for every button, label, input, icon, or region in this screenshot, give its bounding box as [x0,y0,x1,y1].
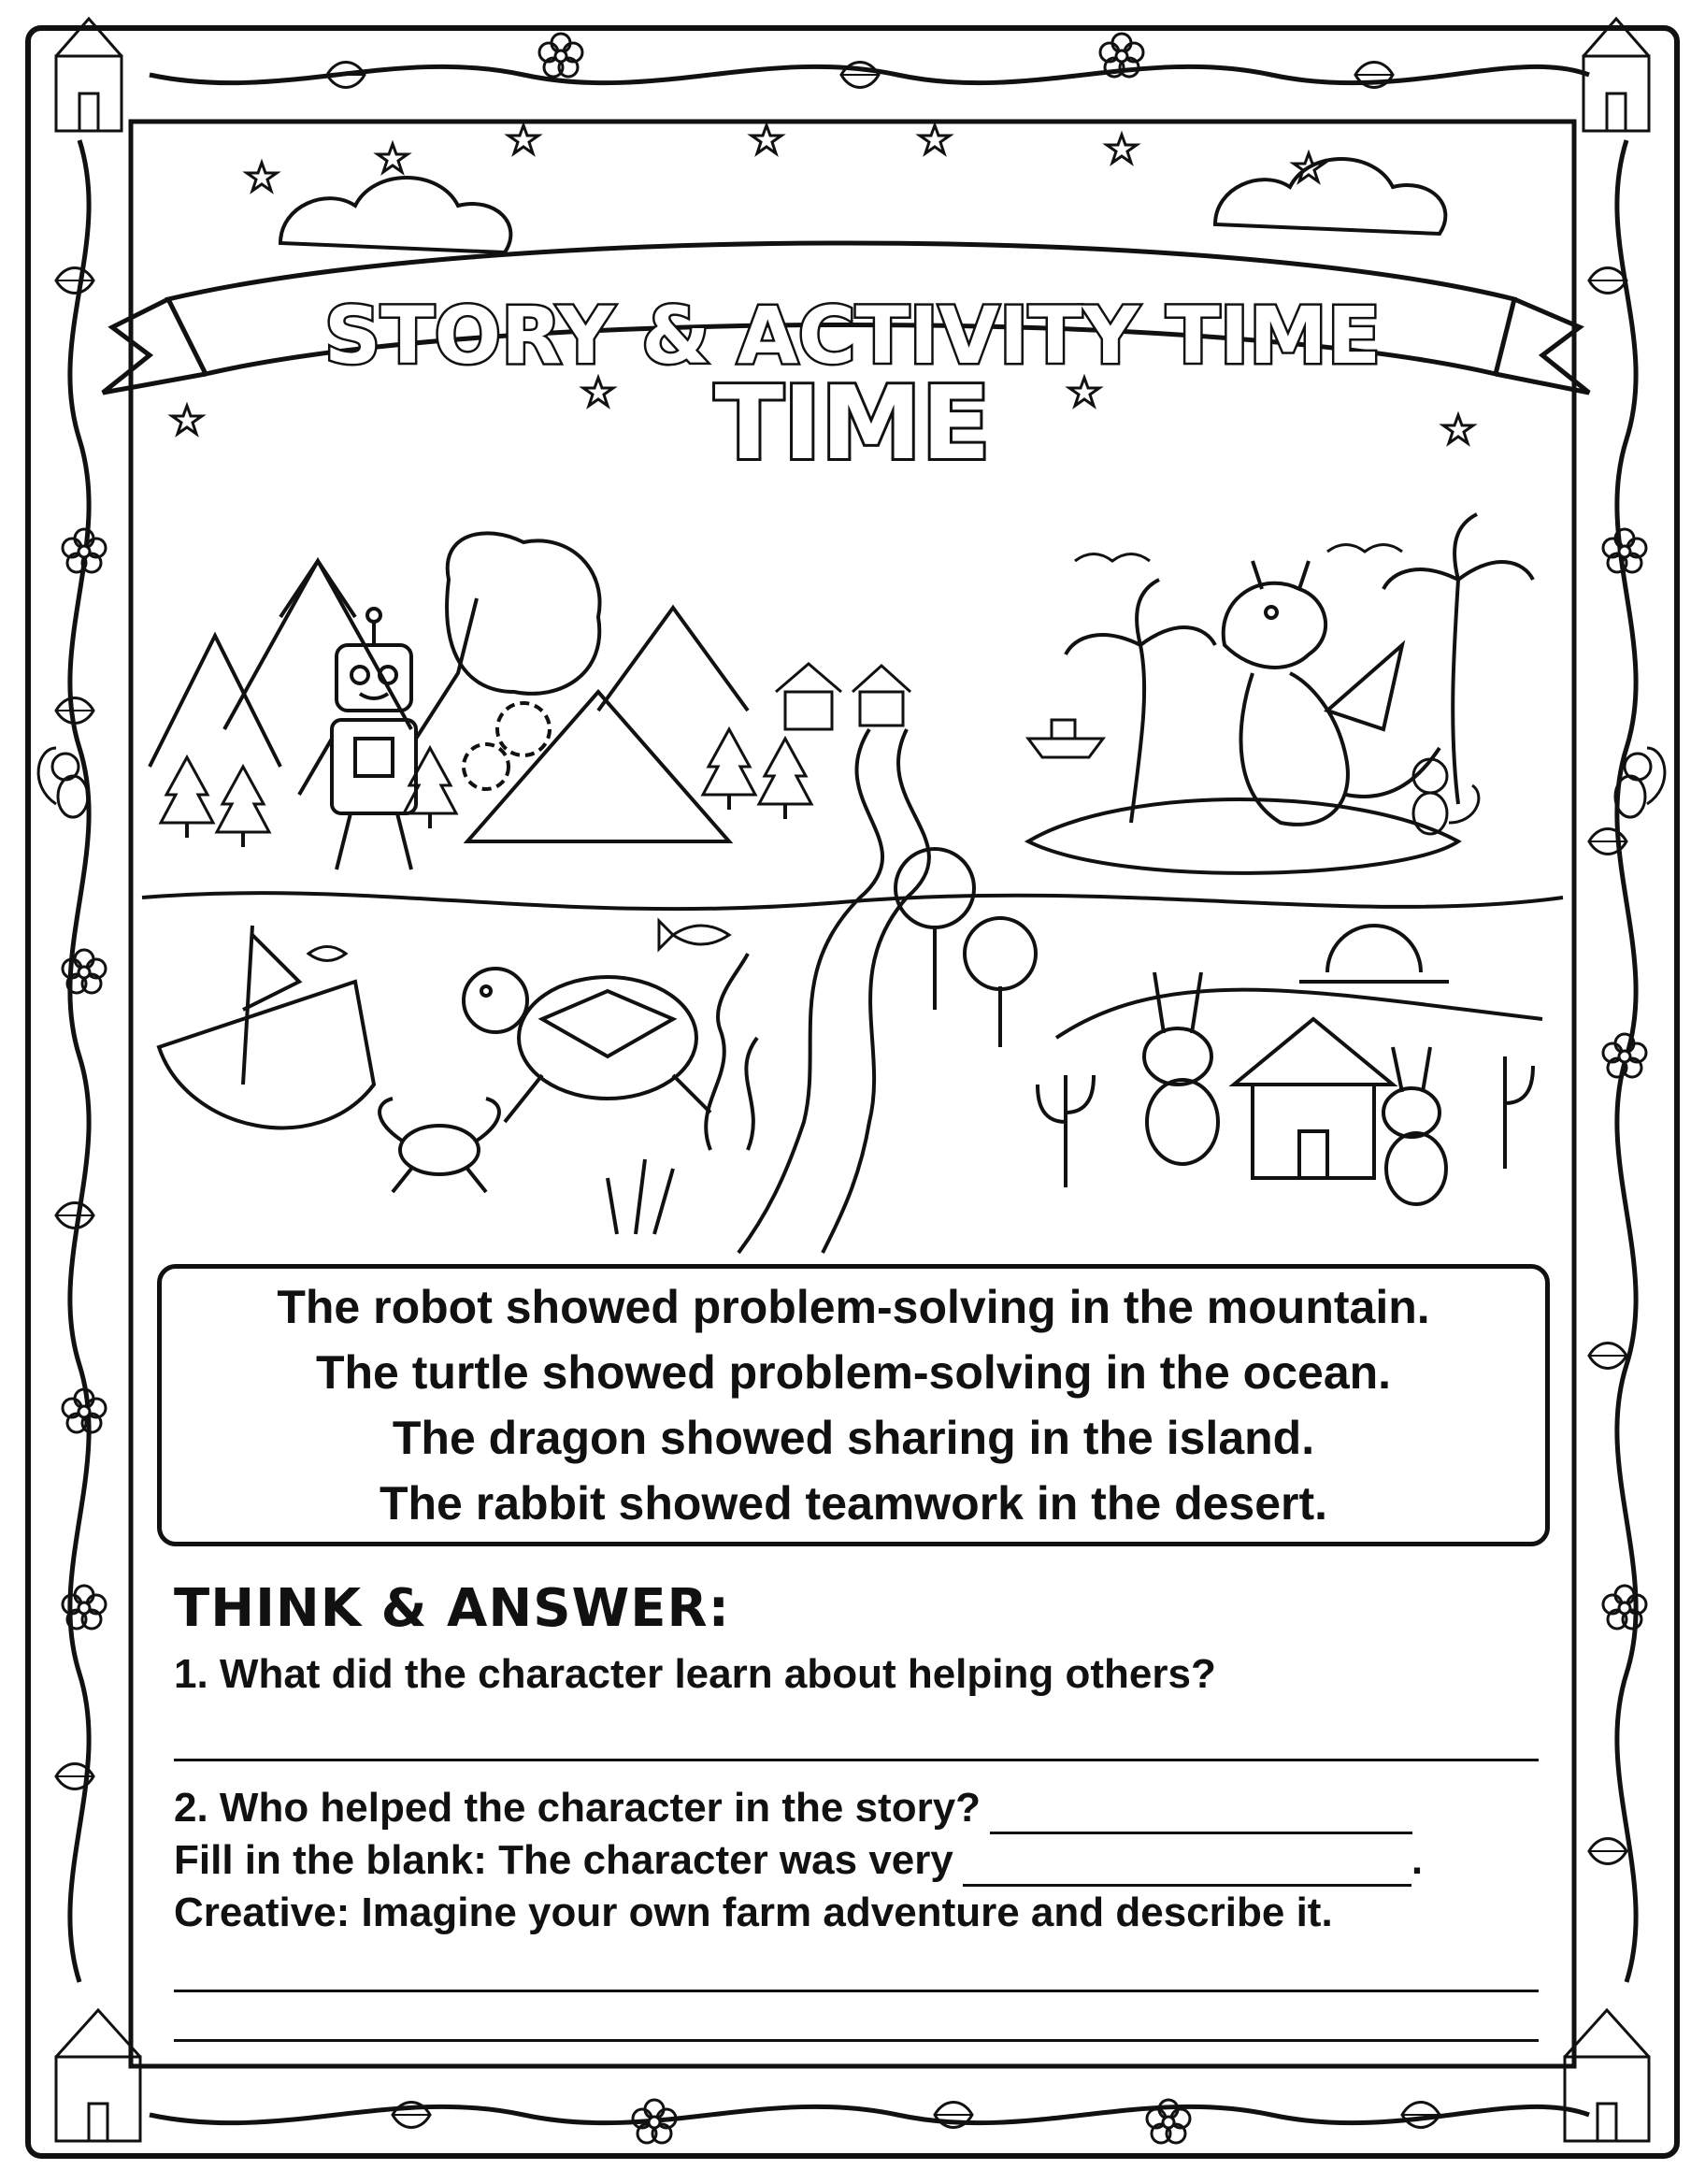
fill-in-blank-period: . [1411,1837,1424,1883]
castle-top-left [56,19,122,131]
boulder [447,533,599,694]
question-2-text: 2. Who helped the character in the story? [174,1785,981,1831]
story-line-dragon: The dragon showed sharing in the island. [392,1412,1315,1464]
story-line-rabbit: The rabbit showed teamwork in the desert. [379,1477,1328,1530]
question-2 [174,1782,1539,1834]
castle-bottom-left [56,2010,140,2141]
questions-heading: THINK & ANSWER: [174,1578,731,1639]
dragon-drawing [1224,561,1440,825]
creative-answer-line-2[interactable] [174,2039,1539,2042]
question-1-text: 1. What did the character learn about helping others? [174,1651,1216,1697]
turtle-drawing [464,969,710,1122]
rabbits-drawing [1144,972,1446,1204]
houses [776,664,910,729]
bottom-vine [150,2106,1589,2122]
boat [1028,720,1103,757]
story-line-turtle: The turtle showed problem-solving in the ocean. [315,1346,1392,1399]
fill-in-blank [174,1834,1539,1887]
question-1 [174,1648,1539,1701]
cloud-left [280,178,510,252]
creative-prompt-text: Creative: Imagine your own farm adventure and describe it. [174,1889,1333,1935]
round-trees [895,849,1036,1047]
fill-in-blank-field[interactable] [963,1846,1411,1887]
title-line-1: STORY & ACTIVITY TIME [323,290,1382,381]
think-and-answer-section [174,1578,1539,2042]
fill-in-blank-text: Fill in the blank: The character was very [174,1837,953,1883]
left-vine [70,140,89,1982]
creative-prompt [174,1887,1539,1939]
desert-drawing [1038,926,1542,1187]
castle-bottom-right [1565,2010,1649,2141]
title-line-2: TIME [714,366,991,482]
cloud-right [1215,159,1445,234]
castle-top-right [1583,19,1649,131]
story-line-robot: The robot showed problem-solving in the mountain. [277,1281,1430,1333]
crab-drawing [380,1099,499,1192]
story-text-box [157,1264,1550,1546]
palm-trees [1066,514,1533,823]
answer-blank-2[interactable] [990,1794,1412,1834]
island [1028,799,1458,873]
title-ribbon [168,243,1514,374]
